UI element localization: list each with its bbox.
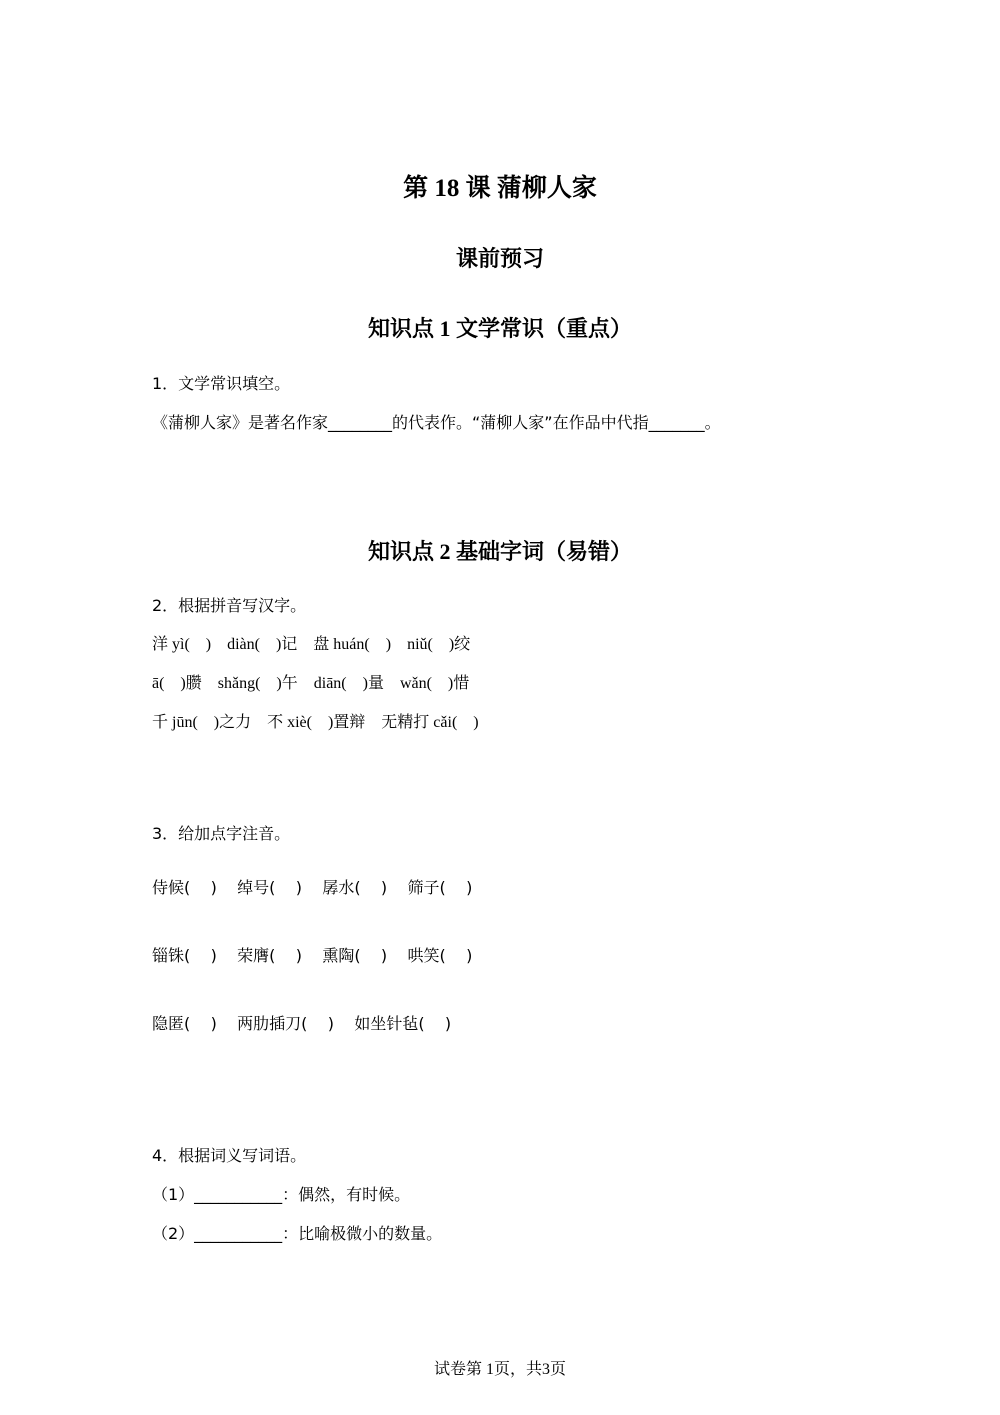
question-4-item-1: （1）___________：偶然，有时候。: [152, 1185, 411, 1204]
question-3-row-2: 锱铢( ) 荣膺( ) 熏陶( ) 哄笑( ): [152, 946, 473, 965]
question-2-row-2: ā( )臜 shǎng( )午 diān( )量 wǎn( )惜: [152, 675, 470, 692]
question-1-prompt: 1．文学常识填空。: [152, 374, 291, 393]
page-footer: 试卷第 1页，共3页: [433, 1361, 566, 1378]
question-3-row-1: 侍候( ) 绰号( ) 孱水( ) 筛子( ): [152, 878, 473, 897]
knowledge-point-1-heading: 知识点 1 文学常识（重点）: [367, 316, 632, 341]
question-2-prompt: 2．根据拼音写汉字。: [152, 596, 307, 615]
section-title: 课前预习: [455, 246, 544, 271]
question-3-row-3: 隐匿( ) 两肋插刀( ) 如坐针毡( ): [152, 1014, 452, 1033]
question-2-row-3: 千 jūn( )之力 不 xiè( )置辩 无精打 cǎi( ): [152, 714, 479, 731]
lesson-title: 第 18 课 蒲柳人家: [403, 175, 597, 202]
question-3-prompt: 3．给加点字注音。: [152, 824, 291, 843]
question-1-text: 《蒲柳人家》是著名作家________的代表作。“蒲柳人家”在作品中代指_______。: [152, 413, 721, 432]
question-4-item-2: （2）___________：比喻极微小的数量。: [152, 1224, 443, 1243]
question-2-row-1: 洋 yì( ) diàn( )记 盘 huán( ) niǔ( )绞: [152, 636, 471, 653]
knowledge-point-2-heading: 知识点 2 基础字词（易错）: [367, 539, 632, 564]
question-4-prompt: 4．根据词义写词语。: [152, 1146, 307, 1165]
